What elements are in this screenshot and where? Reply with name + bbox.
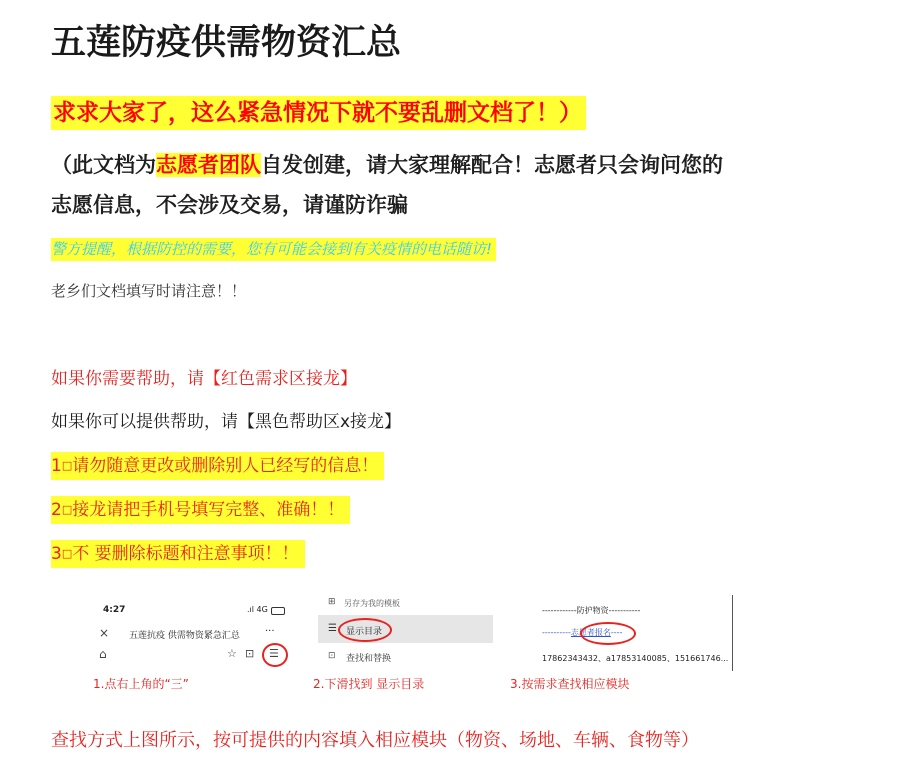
notice-line-2: 志愿信息，不会涉及交易，请谨防诈骗 xyxy=(51,193,408,217)
template-icon: ⊞ xyxy=(328,597,336,607)
bullet-box-icon: □ xyxy=(61,459,73,472)
status-time: 4:27 xyxy=(103,605,126,615)
rule-number: 1 xyxy=(51,456,62,476)
rule-3 xyxy=(51,540,305,568)
search-instruction: 查找方式上图所示，按可提供的内容填入相应模块（物资、场地、车辆、食物等） xyxy=(51,730,699,751)
guide-caption-2: 2.下滑找到 显示目录 xyxy=(313,677,425,691)
menu-row-find-replace xyxy=(318,643,493,671)
rule-2 xyxy=(51,496,350,524)
bullet-box-icon: □ xyxy=(61,503,73,516)
guide-caption-3: 3.按需求查找相应模块 xyxy=(510,677,630,691)
volunteer-team-highlight: 志愿者团队 xyxy=(156,153,261,177)
rule-text: 请勿随意更改或删除别人已经写的信息！ xyxy=(72,456,379,476)
dash-rule: ---------- xyxy=(542,628,571,637)
menu-icon: ☰ xyxy=(269,647,279,660)
rule-1 xyxy=(51,452,384,480)
star-icon: ☆ xyxy=(227,647,237,660)
volunteer-line: ----------志愿者报名---- xyxy=(542,628,623,637)
menu-item-label: 查找和替换 xyxy=(346,654,392,664)
highlight-circle xyxy=(338,618,392,642)
toc-icon: ☰ xyxy=(328,623,337,634)
rule-number: 3 xyxy=(51,544,62,564)
page-title: 五莲防疫供需物资汇总 xyxy=(51,23,402,63)
need-help-instruction: 如果你需要帮助，请【红色需求区接龙】 xyxy=(51,369,357,389)
find-replace-icon: ⊡ xyxy=(328,651,336,661)
plea-banner: 求求大家了，这么紧急情况下就不要乱删文档了！） xyxy=(51,96,586,130)
volunteer-link: 志愿者报名 xyxy=(570,628,611,637)
home-icon: ⌂ xyxy=(99,647,107,661)
rule-text: 不 要删除标题和注意事项！！ xyxy=(72,544,299,564)
guide-screenshot-section xyxy=(524,595,733,671)
close-icon: × xyxy=(99,626,110,640)
guide-screenshot-toc xyxy=(318,595,493,671)
section-header: ------------防护物资----------- xyxy=(542,606,641,615)
highlight-circle xyxy=(262,643,288,667)
doc-tab-title: 五莲抗疫 供需物资紧急汇总 xyxy=(129,631,240,641)
battery-icon xyxy=(271,607,285,615)
phone-list: 17862343432、a17853140085、151661746... xyxy=(542,654,729,663)
rule-number: 2 xyxy=(51,500,62,520)
notice-text-start: （此文档为 xyxy=(51,153,156,177)
guide-caption-1: 1.点右上角的“三” xyxy=(93,677,189,691)
guide-screenshot-menu xyxy=(89,595,295,671)
volunteer-notice xyxy=(51,148,841,182)
menu-item-label: 显示目录 xyxy=(346,627,383,637)
villagers-note: 老乡们文档填写时请注意！！ xyxy=(51,282,247,300)
menu-row-save-template xyxy=(318,595,493,615)
more-icon: ··· xyxy=(265,626,275,637)
police-reminder: 警方提醒，根据防控的需要，您有可能会接到有关疫情的电话随访! xyxy=(51,238,496,261)
give-help-instruction: 如果你可以提供帮助，请【黑色帮助区x接龙】 xyxy=(51,412,402,432)
rule-text: 接龙请把手机号填写完整、准确！！ xyxy=(72,500,345,520)
highlight-circle xyxy=(580,622,636,645)
bullet-box-icon: □ xyxy=(61,547,73,560)
menu-item-label: 另存为我的模板 xyxy=(344,599,400,608)
share-icon: ⊡ xyxy=(245,647,255,660)
notice-text-end: 自发创建，请大家理解配合！志愿者只会询问您的 xyxy=(261,153,723,177)
signal-icon: .ıl 4G xyxy=(247,605,268,614)
